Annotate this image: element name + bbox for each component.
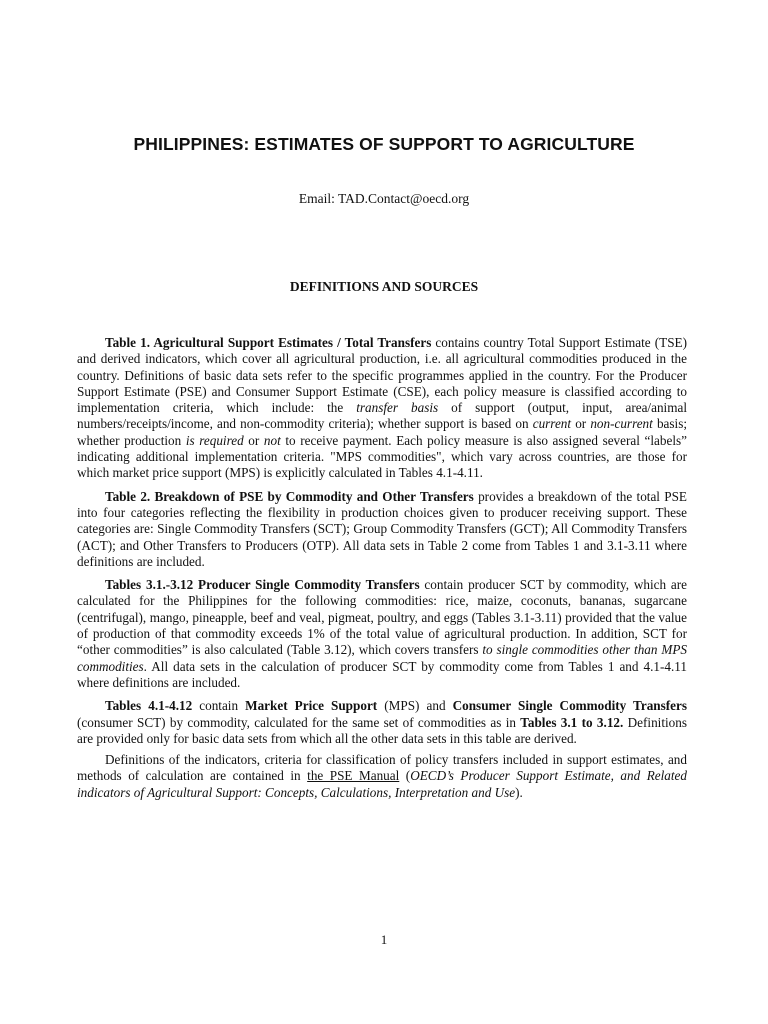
page-number: 1 xyxy=(380,932,388,947)
contact-email: Email: TAD.Contact@oecd.org xyxy=(298,191,470,206)
paragraph-table-1: Table 1. Agricultural Support Estimates / Total Transfers contains country Total Support Estimate (TSE) and derived indicators, which cover all agricultural production, i.e. all agricultural commodities produced in the country. Definitions of basic data sets refer to the specific programmes applied in the country. For the Producer Support Estimate (PSE) and Consumer Support Estimate (CSE), each policy measure is classified according to implementation criteria, which include: the transfer basis of support (output, input, area/animal numbers/receipts/income, and non-commodity criteria); whether support is based on current or non-current basis; whether production is required or not to receive payment. Each policy measure is also assigned several “labels” indicating additional implementation criteria. "MPS commodities", which vary across countries, are those for which market price support (MPS) is explicitly calculated in Tables 4.1-4.11. xyxy=(77,335,687,481)
section-heading: DEFINITIONS AND SOURCES xyxy=(289,279,479,294)
paragraph-tables-4: Tables 4.1-4.12 contain Market Price Support (MPS) and Consumer Single Commodity Transfers (consumer SCT) by commodity, calculated for the same set of commodities as in Tables 3.1 to 3.12. Definitions are provided only for basic data sets from which all the other data sets in this table are derived. xyxy=(77,698,687,746)
paragraph-lead: Tables 4.1-4.12 xyxy=(105,698,193,714)
paragraph-definitions: Definitions of the indicators, criteria for classification of policy transfers included in support estimates, and methods of calculation are contained in the PSE Manual (OECD’s Producer Support Estimate, and Related indicators of Agricultural Support: Concepts, Calculations, Interpretation and Use). xyxy=(77,752,687,800)
paragraph-lead: Tables 3.1.-3.12 Producer Single Commodity Transfers xyxy=(105,577,420,593)
paragraph-tables-3: Tables 3.1.-3.12 Producer Single Commodity Transfers contain producer SCT by commodity, which are calculated for the Philippines for the following commodities: rice, maize, coconuts, bananas, sugarcane (centrifugal), mango, pineapple, beef and veal, pigmeat, poultry, and eggs (Tables 3.1-3.11) provided that the value of production of that commodity exceeds 1% of the total value of agricultural production. In addition, SCT for “other commodities” is also calculated (Table 3.12), which covers transfers to single commodities other than MPS commodities. All data sets in the calculation of producer SCT by commodity come from Tables 1 and 4.1-4.11 where definitions are included. xyxy=(77,577,688,690)
paragraph-lead: Table 2. Breakdown of PSE by Commodity and Other Transfers xyxy=(105,488,474,504)
paragraph-lead: Table 1. Agricultural Support Estimates / Total Transfers xyxy=(105,335,432,350)
paragraph-table-2: Table 2. Breakdown of PSE by Commodity and Other Transfers provides a breakdown of the total PSE into four categories reflecting the flexibility in production choices given to producer receiving support. These categories are: Single Commodity Transfers (SCT); Group Commodity Transfers (GCT); All Commodity Transfers (ACT); and Other Transfers to Producers (OTP). All data sets in Table 2 come from Tables 1 and 3.1-3.11 where definitions are included. xyxy=(77,488,687,569)
pse-manual-link[interactable]: the PSE Manual xyxy=(307,768,400,784)
page-title: PHILIPPINES: ESTIMATES OF SUPPORT TO AGRICULTURE xyxy=(133,134,635,154)
document-body xyxy=(77,335,687,808)
